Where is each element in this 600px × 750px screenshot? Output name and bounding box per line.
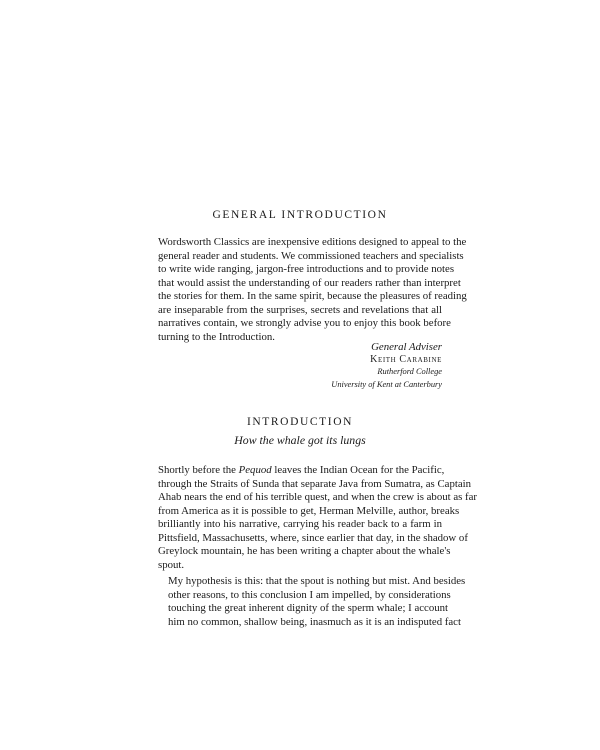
text-segment: leaves the Indian Ocean for the Pacific,: [271, 464, 445, 476]
general-introduction-paragraph: [158, 236, 467, 344]
text-line: Wordsworth Classics are inexpensive editions designed to appeal to the: [158, 236, 467, 248]
text-line: turning to the Introduction.: [158, 330, 275, 343]
quote-line: touching the great inherent dignity of the sperm whale; I account: [168, 602, 449, 614]
general-introduction-heading: GENERAL INTRODUCTION: [212, 209, 388, 221]
text-line: are inseparable from the surprises, secrets and revelations that all: [158, 303, 442, 316]
block-quote: [168, 575, 466, 629]
text-line: the stories for them. In the same spirit, because the pleasures of reading: [158, 290, 467, 302]
signature-affiliation: University of Kent at Canterbury: [331, 379, 442, 389]
text-line: brilliantly into his narrative, carrying his reader back to a farm in: [158, 518, 442, 530]
introduction-subtitle: How the whale got its lungs: [234, 433, 366, 447]
text-line: Pittsfield, Massachusetts, where, since earlier that day, in the shadow of: [158, 531, 468, 544]
text-line: [158, 464, 445, 478]
general-adviser-signature: [242, 341, 442, 391]
text-line: spout.: [158, 558, 185, 571]
text-line: that would assist the understanding of our readers rather than interpret: [158, 276, 461, 289]
introduction-heading: INTRODUCTION: [246, 416, 354, 428]
text-line: Greylock mountain, he has been writing a chapter about the whale's: [158, 545, 451, 557]
introduction-paragraph: [158, 464, 477, 572]
signature-affiliation: Rutherford College: [377, 367, 442, 376]
text-line: narratives contain, we strongly advise you to enjoy this book before: [158, 317, 451, 329]
signature-name: Keith Carabine: [370, 353, 442, 365]
ship-name: Pequod: [238, 464, 272, 476]
text-line: through the Straits of Sunda that separate Java from Sumatra, as Captain: [158, 477, 472, 490]
text-segment: Shortly before the: [158, 464, 239, 476]
text-line: from America as it is possible to get, Herman Melville, author, breaks: [158, 504, 460, 517]
quote-line: him no common, shallow being, inasmuch as it is an indisputed fact: [168, 615, 461, 628]
text-line: to write wide ranging, jargon-free introductions and to provide notes: [158, 263, 455, 275]
text-line: general reader and students. We commissioned teachers and specialists: [158, 249, 464, 262]
quote-line: My hypothesis is this: that the spout is nothing but mist. And besides: [168, 575, 466, 587]
signature-role: General Adviser: [371, 341, 442, 353]
quote-line: other reasons, to this conclusion I am impelled, by considerations: [168, 588, 451, 601]
text-line: Ahab nears the end of his terrible quest, and when the crew is about as far: [158, 491, 477, 503]
